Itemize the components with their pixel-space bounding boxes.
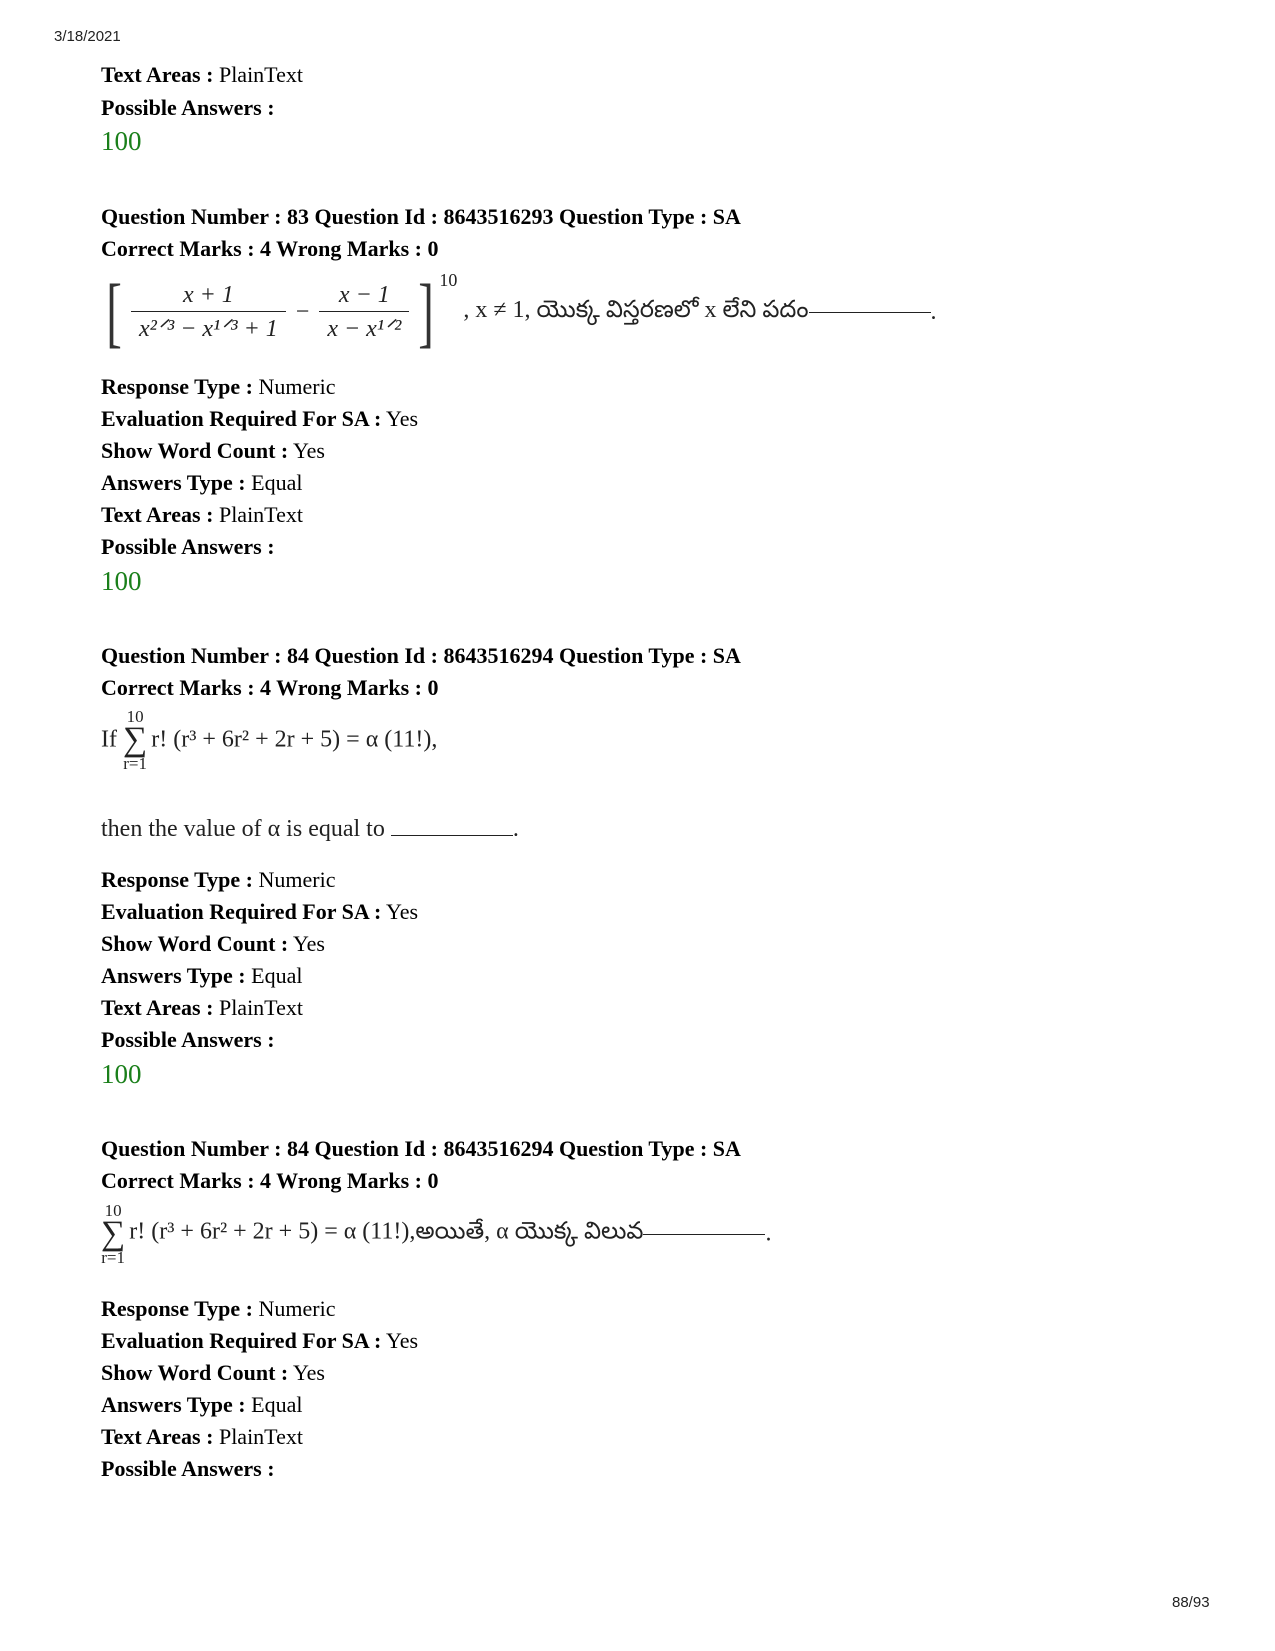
response-type-row: Response Type : Numeric (101, 1296, 336, 1321)
text-areas-row: Text Areas : PlainText (101, 502, 303, 527)
possible-answer-value: 100 (101, 1059, 142, 1089)
question-header: Question Number : 84 Question Id : 8643516294 Question Type : SA (101, 1136, 741, 1161)
text-areas-row: Text Areas : PlainText (101, 1424, 303, 1449)
evaluation-required-row: Evaluation Required For SA : Yes (101, 899, 419, 924)
possible-answers-label: Possible Answers : (101, 1456, 275, 1481)
answers-type-row: Answers Type : Equal (101, 1392, 303, 1417)
question-header: Question Number : 84 Question Id : 8643516294 Question Type : SA (101, 643, 741, 668)
answers-type-row: Answers Type : Equal (101, 963, 303, 988)
show-word-count-row: Show Word Count : Yes (101, 1360, 325, 1385)
possible-answer-value: 100 (101, 126, 142, 156)
possible-answers-label: Possible Answers : (101, 534, 275, 559)
show-word-count-row: Show Word Count : Yes (101, 438, 325, 463)
question-84-text: then the value of α is equal to . (101, 816, 519, 842)
possible-answers-label: Possible Answers : (101, 95, 275, 120)
marks-line: Correct Marks : 4 Wrong Marks : 0 (101, 1168, 439, 1193)
evaluation-required-row: Evaluation Required For SA : Yes (101, 1328, 419, 1353)
page-number: 88/93 (1172, 1594, 1210, 1611)
marks-line: Correct Marks : 4 Wrong Marks : 0 (101, 675, 439, 700)
question-84-telugu-math: 10 ∑ r=1 r! (r³ + 6r² + 2r + 5) = α (11!),అయితే, α యొక్క విలువ . (101, 1201, 772, 1267)
print-date: 3/18/2021 (54, 28, 121, 45)
marks-line: Correct Marks : 4 Wrong Marks : 0 (101, 236, 439, 261)
question-header: Question Number : 83 Question Id : 8643516293 Question Type : SA (101, 204, 741, 229)
question-84-math: If 10 ∑ r=1 r! (r³ + 6r² + 2r + 5) = α (11!), (101, 707, 438, 773)
show-word-count-row: Show Word Count : Yes (101, 931, 325, 956)
text-areas-row: Text Areas : PlainText (101, 62, 303, 87)
possible-answers-label: Possible Answers : (101, 1027, 275, 1052)
response-type-row: Response Type : Numeric (101, 374, 336, 399)
possible-answer-value: 100 (101, 566, 142, 596)
answers-type-row: Answers Type : Equal (101, 470, 303, 495)
response-type-row: Response Type : Numeric (101, 867, 336, 892)
text-areas-row: Text Areas : PlainText (101, 995, 303, 1020)
evaluation-required-row: Evaluation Required For SA : Yes (101, 406, 419, 431)
question-83-math: [ $\frac{x + 1}{\text{x²ᐟ³ − x¹ᐟ³ + 1}}$ − $\frac{x - 1}{\text{x − x¹ᐟ²}}$ ] $^{10}$ , x ≠ 1, యొక్క విస్తరణలో x లేని పదం . (106, 268, 937, 356)
